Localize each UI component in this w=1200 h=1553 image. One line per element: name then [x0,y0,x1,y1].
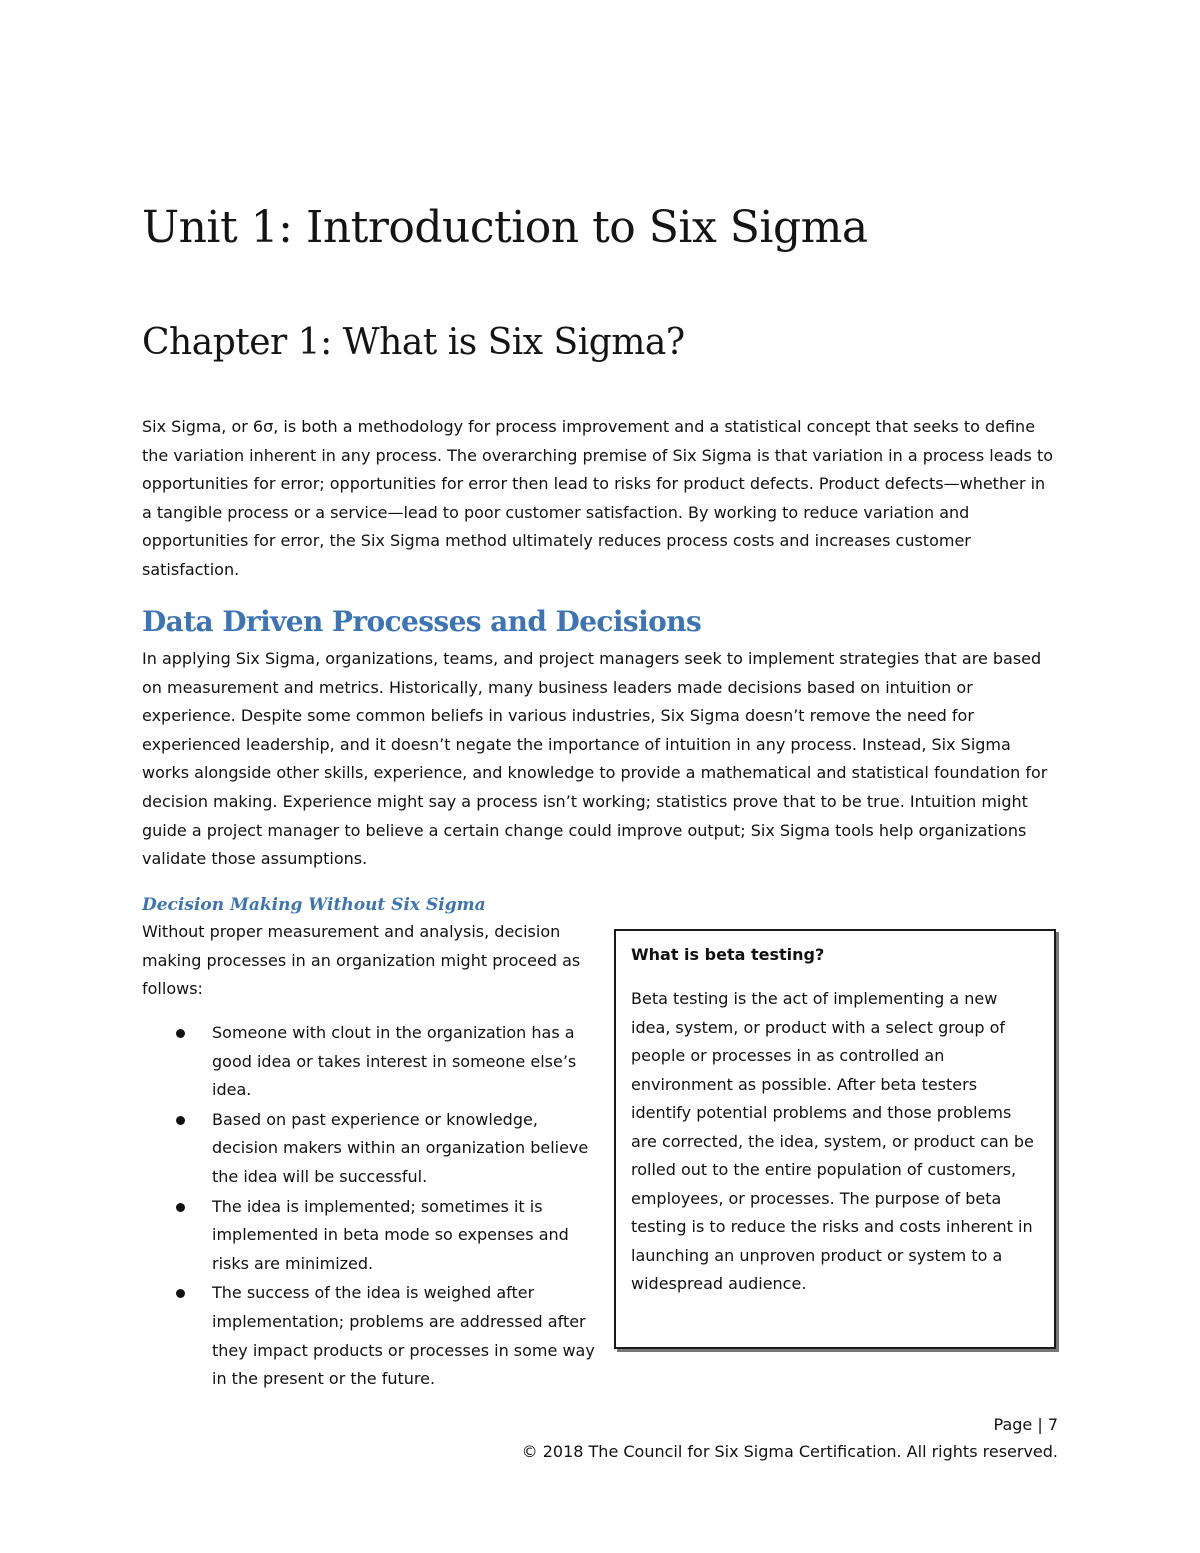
process-bullet-list [142,1019,602,1395]
list-item [142,1106,602,1192]
bullet-icon [176,1203,185,1212]
intro-paragraph: Six Sigma, or 6σ, is both a methodology for process improvement and a statistical concept that seeks to define the variation inherent in any process. The overarching premise of Six Sigma is that variation in a process leads to opportunities for error; opportunities for error then lead to risks for product defects. Product defects—whether in a tangible process or a service—lead to poor customer satisfaction. By working to reduce variation and opportunities for error, the Six Sigma method ultimately reduces process costs and increases customer satisfaction. [142,417,1054,579]
beta-testing-callout [614,929,1056,1349]
list-item [142,1279,602,1393]
section-heading: Data Driven Processes and Decisions [142,605,702,638]
bullet-icon [176,1116,185,1125]
unit-title: Unit 1: Introduction to Six Sigma [142,202,868,253]
copyright-notice: © 2018 The Council for Six Sigma Certification. All rights reserved. [521,1442,1058,1461]
page-number: Page | 7 [993,1415,1058,1434]
subsection-heading: Decision Making Without Six Sigma [142,895,486,915]
bullet-icon [176,1029,185,1038]
callout-title: What is beta testing? [631,945,825,964]
subsection-paragraph: Without proper measurement and analysis, decision making processes in an organization might proceed as follows: [142,922,581,999]
list-item [142,1193,602,1279]
list-item-text: Based on past experience or knowledge, decision makers within an organization believe the idea will be successful. [212,1109,589,1186]
chapter-title: Chapter 1: What is Six Sigma? [142,322,685,363]
bullet-icon [176,1289,185,1298]
list-item-text: The success of the idea is weighed after implementation; problems are addressed after they impact products or processes in some way in the present or the future. [212,1283,595,1389]
list-item [142,1019,602,1105]
list-item-text: Someone with clout in the organization has a good idea or takes interest in someone else’s idea. [212,1023,577,1100]
section-paragraph: In applying Six Sigma, organizations, teams, and project managers seek to implement strategies that are based on measurement and metrics. Historically, many business leaders made decisions based on intuition or experience. Despite some common beliefs in various industries, Six Sigma doesn’t remove the need for experienced leadership, and it doesn’t negate the importance of intuition in any process. Instead, Six Sigma works alongside other skills, experience, and knowledge to provide a mathematical and statistical foundation for decision making. Experience might say a process isn’t working; statistics prove that to be true. Intuition might guide a project manager to believe a certain change could improve output; Six Sigma tools help organizations validate those assumptions. [142,649,1048,869]
list-item-text: The idea is implemented; sometimes it is implemented in beta mode so expenses and risks are minimized. [212,1196,569,1273]
callout-body: Beta testing is the act of implementing a new idea, system, or product with a select group of people or processes in as controlled an environment as possible. After beta testers identify potential problems and those problems are corrected, the idea, system, or product can be rolled out to the entire population of customers, employees, or processes. The purpose of beta testing is to reduce the risks and costs inherent in launching an unproven product or system to a widespread audience. [631,989,1034,1293]
